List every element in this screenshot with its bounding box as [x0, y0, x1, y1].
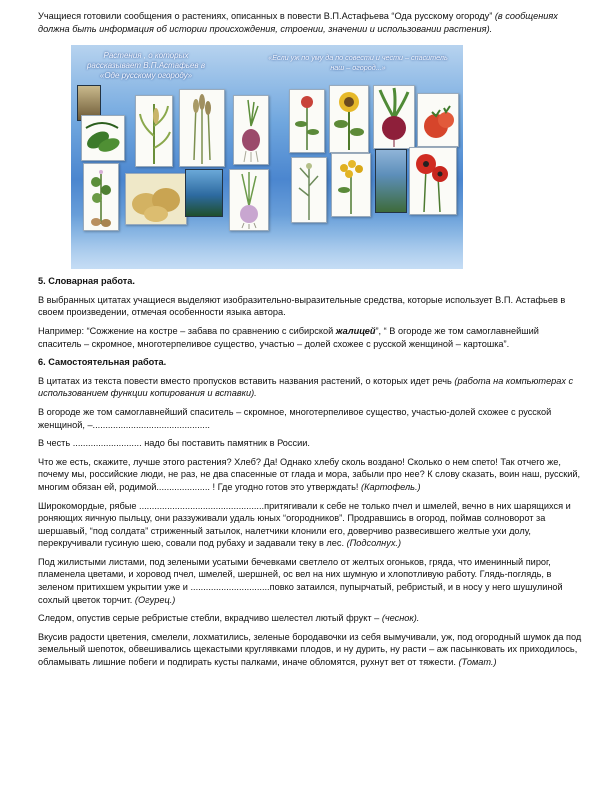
document-page — [38, 10, 583, 669]
quote-7-answer: (Томат.) — [458, 657, 497, 668]
landscape-photo — [185, 169, 223, 217]
quote-4-answer: (Подсолнух.) — [346, 538, 402, 549]
intro-text: Учащиеся готовили сообщения о растениях, описанных в повести В.П.Астафьева “Ода русскому огороду” — [38, 11, 495, 21]
task-text: В цитатах из текста повести вместо пропусков вставить названия растений, о которых идет речь — [38, 375, 455, 386]
quote-2: В честь ........................... надо бы поставить памятник в России. — [38, 438, 310, 449]
tansy-card — [331, 153, 371, 217]
quote-3-answer: (Картофель.) — [361, 481, 421, 492]
intro-paragraph — [38, 10, 583, 35]
section-5-paragraph-1: В выбранных цитатах учащиеся выделяют изобразительно-выразительные средства, которые использует В.П. Астафьев в своем произведении, отмечая особенности языка автора. — [38, 294, 566, 318]
task-note: (работа на компьютерах с использованием функции копирования и вставки). — [38, 375, 574, 399]
quote-4 — [38, 500, 583, 550]
quote-7-text: Вкусив радости цветения, смелели, лохматились, зеленые бородавочки из себя вымучивали, уж, под огородный шумок да под земельный шепоток, обвешивались щекастыми круглявками плодов, и ну дурить, ну расти – аж пасынковать их приходилось, обламывать лишние побеги и подпирать кусты палками, иначе обломятся, рухнут вет от тяжести. — [38, 631, 582, 668]
presentation-slide-image — [71, 45, 463, 269]
wormwood-card — [291, 157, 327, 223]
section-6-paragraph-1 — [38, 375, 583, 400]
quote-6-answer: (чеснок). — [381, 613, 420, 624]
section-5-paragraph-2 — [38, 325, 583, 350]
quote-5-answer: (Огурец.) — [134, 594, 176, 605]
corn-card — [135, 95, 173, 167]
section-5-heading: 5. Словарная работа. — [38, 276, 135, 287]
cucumber-card — [81, 115, 125, 161]
quote-6 — [38, 612, 583, 625]
tomato-card — [417, 93, 459, 147]
quote-3-text: Что же есть, скажите, лучше этого растения? Хлеб? Да! Однако хлебу сколь воздано! Сколько о нем спето! Так отчего же, почему мы, российские люди, не раз, не два спасенные от глада и мора, забыли про нее? К слову сказать, воин наш, русский, многим обязан ей, родимой..................... ! Где угодно готов это утверждать! — [38, 456, 581, 492]
wheat-card — [179, 89, 225, 167]
beet-card — [373, 85, 415, 149]
example-bold-word: жалицей — [335, 325, 376, 336]
quote-4-text: Широкомордые, рябые .................................................притягивали к себе не только пчел и шмелей, вечно в них шарящихся и роняющих яичную пыльцу, они раззуживали удаль юных “огородников”. Продравшись в огород, поймав солноворот за шершавый, “под солдата” стриженный затылок, налетчики клонили его, доверчиво развесившего желтые ухи долу, перекручивали гусиную шею, совали под рубаху и задавали теку в лес. — [38, 500, 571, 549]
slide-left-title: Растения , о которых рассказывает В.П.Астафьев в «Оде русскому огороду» — [86, 51, 205, 81]
plant-photo — [375, 149, 407, 213]
onion-card — [233, 95, 269, 165]
potato-plant-card — [83, 163, 119, 231]
quote-6-text: Следом, опустив серые ребристые стебли, вкрадчиво шелестел лютый фрукт – — [38, 613, 382, 624]
potatoes-card — [125, 173, 187, 225]
intro-note: (в сообщениях должна быть информация об истории происхождения, строении, значении и использовании растения). — [38, 11, 558, 34]
quote-5-text: Под жилистыми листами, под зелеными усатыми бечевками светлело от желтых огоньков, гряда, что именинный пирог, пламенела цветами, и хоровод пчел, шмелей, шершней, ос вел на них шумную и хлопотливую работу. Глядь-поглядь, в зеленом притихшем укрытии уже и ...............................повко затаился, пупырчатый, ребристый, и в носу у него шушулиной сохлый цветок торчит. — [38, 556, 563, 605]
section-6-heading: 6. Самостоятельная работа. — [38, 357, 167, 368]
example-text-b: ”, “ В огороде же том самоглавнейший спаситель – скромное, многотерпеливое существо, участью – долей схожее с русской женщиной – картошка”. — [38, 325, 539, 349]
slide-right-title: «Если уж по уму да по совести и чести – спаситель наш – огород...» — [268, 53, 448, 73]
garlic-card — [229, 169, 269, 231]
quote-7 — [38, 631, 583, 669]
quote-1: В огороде же том самоглавнейший спаситель – скромное, многотерпеливое существо, участью-долей схожее с русской женщиной, –.............................................. — [38, 406, 552, 430]
poppy-card — [409, 147, 457, 215]
flower-card-1 — [289, 89, 325, 153]
sunflower-card — [329, 85, 369, 153]
quote-3 — [38, 456, 583, 494]
example-text-a: Например: “Сожжение на костре – забава по сравнению с сибирской — [38, 325, 336, 336]
quote-5 — [38, 556, 583, 606]
